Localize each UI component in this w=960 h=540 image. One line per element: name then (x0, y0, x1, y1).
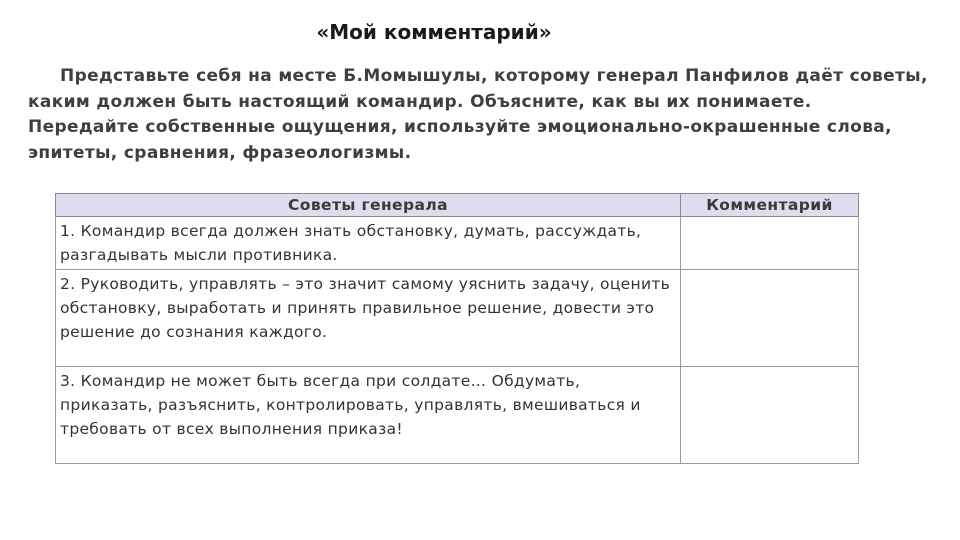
comment-cell[interactable] (680, 270, 858, 367)
header-advice: Советы генерала (56, 194, 681, 217)
slide-title: «Мой комментарий» (316, 20, 552, 44)
table-row (56, 367, 859, 464)
advice-cell: 3. Командир не может быть всегда при солдате… Обдумать, приказать, разъяснить, контролировать, управлять, вмешиваться и требовать от всех выполнения приказа! (56, 367, 681, 464)
table-row (56, 270, 859, 367)
instructions-paragraph: Представьте себя на месте Б.Момышулы, которому генерал Панфилов даёт советы, каким должен быть настоящий командир. Объясните, как вы их понимаете. Передайте собственные ощущения, используйте эмоционально-окрашенные слова, эпитеты, сравнения, фразеологизмы. (28, 66, 928, 163)
table-row (56, 217, 859, 270)
comment-cell[interactable] (680, 217, 858, 270)
advice-cell: 1. Командир всегда должен знать обстановку, думать, рассуждать, разгадывать мысли противника. (56, 217, 681, 270)
advice-cell: 2. Руководить, управлять – это значит самому уяснить задачу, оценить обстановку, выработать и принять правильное решение, довести это решение до сознания каждого. (56, 270, 681, 367)
header-comment: Комментарий (680, 194, 858, 217)
comment-cell[interactable] (680, 367, 858, 464)
advice-table (55, 193, 859, 464)
table-header-row (56, 194, 859, 217)
